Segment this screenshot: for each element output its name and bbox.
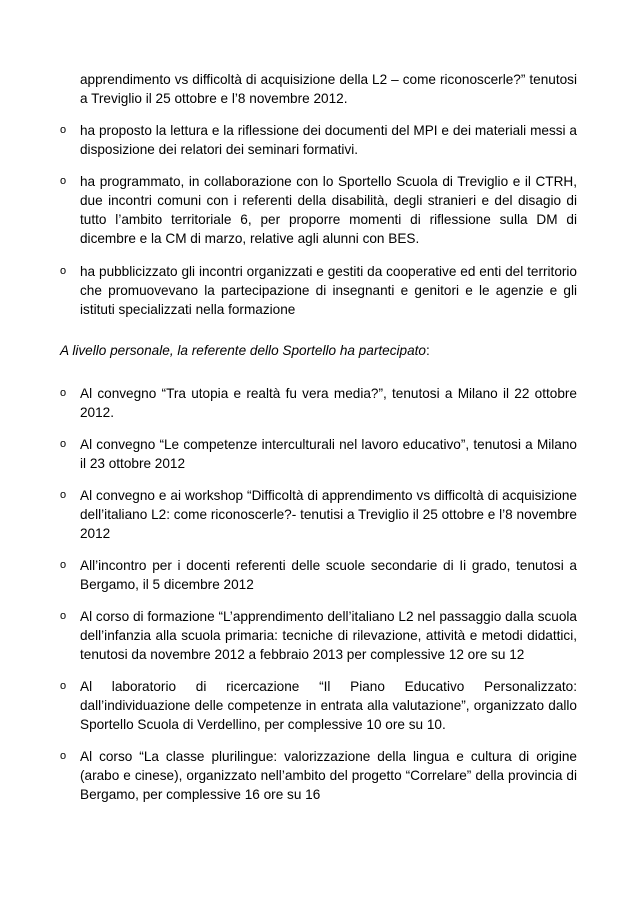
list-item: Al corso di formazione “L’apprendimento dell’italiano L2 nel passaggio dalla scuola dell’infanzia alla scuola primaria: tecniche di rilevazione, attività e metodi didattici, tenutosi da novembre 2012 a febbraio 2013 per complessive 12 ore su 12 [80, 609, 577, 662]
section-heading-text: A livello personale, la referente dello Sportello ha partecipato [60, 343, 426, 358]
bullet-marker: o [60, 489, 67, 501]
list-item: Al laboratorio di ricercazione “Il Piano Educativo Personalizzato: dall’individuazione delle competenze in entrata alla valutazione”, organizzato dallo Sportello Scuola di Verdellino, per complessive 10 ore su 10. [80, 679, 577, 732]
bullet-marker: o [60, 559, 67, 571]
bullet-marker: o [60, 124, 67, 136]
list-item: ha programmato, in collaborazione con lo Sportello Scuola di Treviglio e il CTRH, due incontri comuni con i referenti della disabilità, degli stranieri e del disagio di tutto l’ambito territoriale 6, per proporre momenti di riflessione sulla DM di dicembre e la CM di marzo, relative agli alunni con BES. [80, 174, 577, 246]
bullet-marker: o [60, 680, 67, 692]
list-item: Al convegno “Le competenze interculturali nel lavoro educativo”, tenutosi a Milano il 23 ottobre 2012 [80, 437, 577, 471]
section-heading-colon: : [426, 343, 430, 358]
list-item: All’incontro per i docenti referenti delle scuole secondarie di Ii grado, tenutosi a Bergamo, il 5 dicembre 2012 [80, 558, 577, 592]
list-item-continuation: apprendimento vs difficoltà di acquisizione della L2 – come riconoscerle?” tenutosi a Treviglio il 25 ottobre e l’8 novembre 2012. [80, 72, 577, 106]
section-heading [60, 341, 580, 360]
list-item: ha proposto la lettura e la riflessione dei documenti del MPI e dei materiali messi a disposizione dei relatori dei seminari formativi. [80, 123, 577, 157]
bullet-marker: o [60, 175, 67, 187]
bullet-marker: o [60, 265, 67, 277]
list-item: Al convegno e ai workshop “Difficoltà di apprendimento vs difficoltà di acquisizione dell’italiano L2: come riconoscerle?- tenutisi a Treviglio il 25 ottobre e l’8 novembre 2012 [80, 488, 577, 541]
list-item: Al corso “La classe plurilingue: valorizzazione della lingua e cultura di origine (arabo e cinese), organizzato nell’ambito del progetto “Correlare” della provincia di Bergamo, per complessive 16 ore su 16 [80, 749, 577, 802]
bullet-marker: o [60, 750, 67, 762]
list-item: ha pubblicizzato gli incontri organizzati e gestiti da cooperative ed enti del territorio che promuovevano la partecipazione di insegnanti e genitori e le agenzie e gli istituti specializzati nella formazione [80, 264, 577, 317]
bullet-marker: o [60, 438, 67, 450]
bullet-marker: o [60, 610, 67, 622]
bullet-marker: o [60, 387, 67, 399]
list-item: Al convegno “Tra utopia e realtà fu vera media?”, tenutosi a Milano il 22 ottobre 2012. [80, 386, 577, 420]
